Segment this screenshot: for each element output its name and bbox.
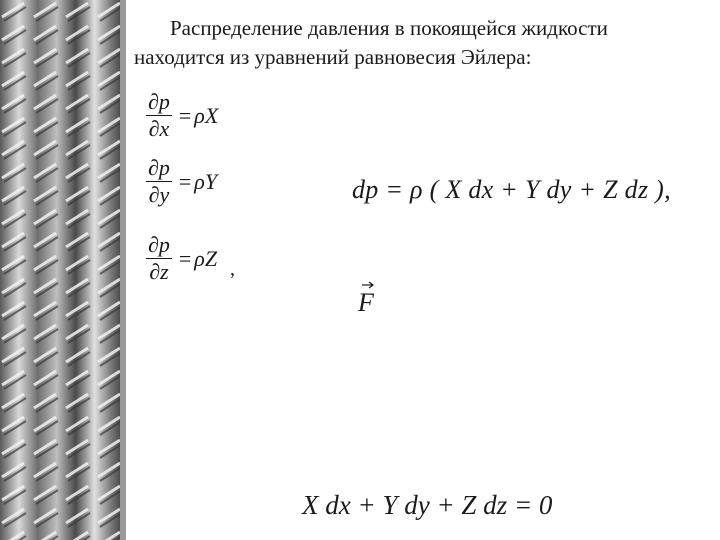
equals-sign: = [178, 245, 192, 271]
force-vector [358, 288, 374, 318]
heading-line-2: находится из уравнений равновесия Эйлера: [134, 45, 532, 69]
sidebar-stripes [0, 0, 126, 540]
equation-rhs: ρZ [194, 245, 218, 271]
equals-sign: = [178, 102, 192, 128]
pressure-differential-equation: dp = ρ ( X dx + Y dy + Z dz ), [352, 175, 671, 204]
fraction-numerator: ∂p [148, 89, 170, 114]
fraction-numerator: ∂p [148, 155, 170, 180]
equipotential-surface-equation: X dx + Y dy + Z dz = 0 [302, 490, 553, 520]
fraction-denominator: ∂x [148, 116, 170, 142]
euler-equation-x [146, 90, 218, 141]
heading-line-1: Распределение давления в покоящейся жидкости [170, 16, 608, 40]
slide-content [126, 0, 720, 540]
equals-sign: = [178, 168, 192, 194]
partial-derivative-x [146, 90, 172, 141]
partial-derivative-z [146, 233, 172, 284]
euler-equation-z [146, 233, 217, 284]
fraction-numerator: ∂p [148, 232, 170, 257]
decorative-sidebar [0, 0, 126, 540]
equation-rhs: ρX [194, 102, 219, 128]
vector-arrow-icon [361, 280, 375, 290]
fraction-denominator: ∂z [149, 259, 169, 285]
force-symbol: F [358, 288, 374, 317]
trailing-comma: , [230, 258, 235, 280]
euler-equation-y [146, 156, 217, 207]
partial-derivative-y [146, 156, 172, 207]
slide-heading [134, 14, 704, 72]
fraction-denominator: ∂y [148, 182, 170, 208]
equation-rhs: ρY [194, 168, 218, 194]
